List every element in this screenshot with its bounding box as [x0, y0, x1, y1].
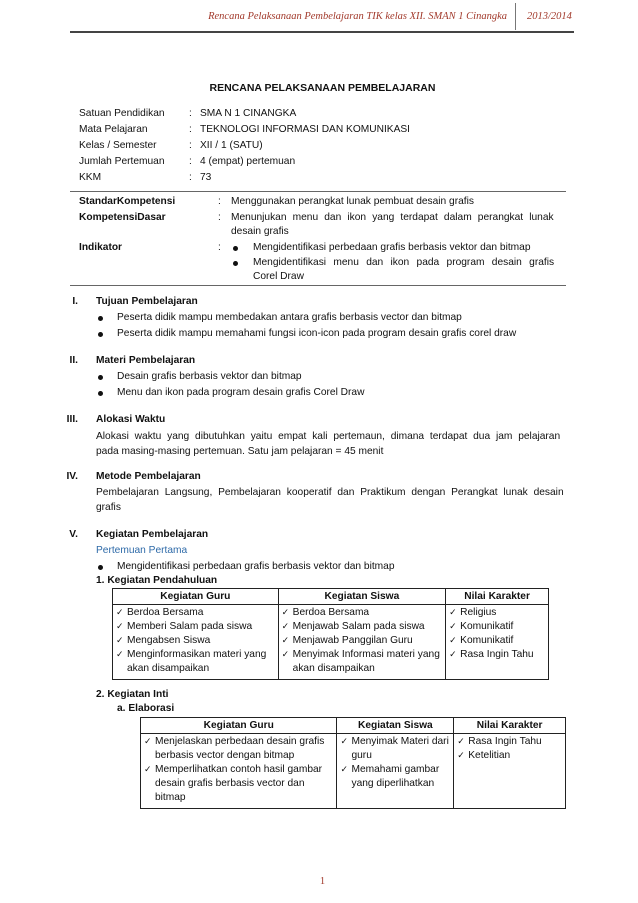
bullet-icon	[233, 261, 238, 266]
competence-top-rule	[70, 191, 566, 192]
column-header: Kegiatan Siswa	[337, 718, 454, 734]
check-item: ✓ Rasa Ingin Tahu	[449, 648, 546, 662]
bullet-icon	[98, 332, 103, 337]
meeting-item: Mengidentifikasi perbedaan grafis berbasis vektor dan bitmap	[117, 561, 395, 572]
table-row	[113, 605, 549, 680]
check-item: ✓ Berdoa Bersama	[282, 606, 444, 620]
info-value: TEKNOLOGI INFORMASI DAN KOMUNIKASI	[200, 124, 411, 135]
info-label: Mata Pelajaran	[79, 124, 148, 135]
section-body-cont: pada masing-masing pertemuan. Satu jam pelajaran = 45 menit	[96, 446, 384, 457]
section-number: I.	[72, 296, 78, 307]
table-pendahuluan	[112, 588, 549, 680]
check-item: ✓ Memperlihatkan contoh hasil gambar desain grafis berbasis vector dan bitmap	[144, 763, 334, 805]
section-title: Tujuan Pembelajaran	[96, 296, 198, 307]
check-item: ✓ Rasa Ingin Tahu	[457, 735, 563, 749]
list-item: Menu dan ikon pada program desain grafis Corel Draw	[117, 387, 365, 398]
section-title: Materi Pembelajaran	[96, 355, 196, 366]
list-item: Peserta didik mampu memahami fungsi icon-icon pada program desain grafis corel draw	[117, 328, 517, 339]
info-value: 4 (empat) pertemuan	[200, 156, 296, 167]
section-title: Metode Pembelajaran	[96, 471, 201, 482]
indicator-colon: :	[218, 242, 221, 253]
siswa-cell	[278, 605, 446, 680]
header-divider	[515, 3, 516, 30]
sk-colon: :	[218, 196, 221, 207]
check-item: ✓ Menginformasikan materi yang akan disampaikan	[116, 648, 276, 676]
section-body-cont: grafis	[96, 502, 121, 513]
bullet-icon	[98, 375, 103, 380]
section-body: Alokasi waktu yang dibutuhkan yaitu empat kali pertemaun, dimana terdapat dua jam pelajaran	[96, 431, 561, 442]
header-rule	[70, 31, 574, 33]
section-title: Alokasi Waktu	[96, 414, 166, 425]
section-number: IV.	[66, 471, 78, 482]
check-item: ✓ Mengabsen Siswa	[116, 634, 276, 648]
check-item: ✓ Memahami gambar yang diperlihatkan	[340, 763, 451, 791]
guru-cell	[141, 734, 337, 809]
section-body: Pembelajaran Langsung, Pembelajaran kooperatif dan Praktikum dengan Perangkat lunak desain	[96, 487, 564, 498]
list-item: Peserta didik mampu membedakan antara grafis berbasis vector dan bitmap	[117, 312, 462, 323]
column-header: Nilai Karakter	[446, 589, 549, 605]
info-colon: :	[189, 156, 192, 167]
kd-value-cont: desain grafis	[231, 226, 289, 237]
check-item: ✓ Komunikatif	[449, 634, 546, 648]
table-row	[141, 734, 566, 809]
sk-value: Menggunakan perangkat lunak pembuat desain grafis	[231, 196, 474, 207]
indicator-label: Indikator	[79, 242, 123, 253]
substep-heading: a. Elaborasi	[117, 703, 175, 714]
info-label: KKM	[79, 172, 102, 183]
page-number: 1	[319, 876, 326, 887]
indicator-item: Mengidentifikasi menu dan ikon pada program desain grafis	[253, 257, 555, 268]
check-item: ✓ Menjawab Salam pada siswa	[282, 620, 444, 634]
siswa-cell	[337, 734, 454, 809]
info-value: XII / 1 (SATU)	[200, 140, 263, 151]
nilai-cell	[454, 734, 566, 809]
kd-value: Menunjukan menu dan ikon yang terdapat dalam perangkat lunak	[231, 212, 554, 223]
info-value: 73	[200, 172, 212, 183]
check-item: ✓ Berdoa Bersama	[116, 606, 276, 620]
info-colon: :	[189, 140, 192, 151]
check-item: ✓ Menyimak Informasi materi yang akan disampaikan	[282, 648, 444, 676]
nilai-cell	[446, 605, 549, 680]
check-item: ✓ Religius	[449, 606, 546, 620]
list-item: Desain grafis berbasis vektor dan bitmap	[117, 371, 302, 382]
info-colon: :	[189, 124, 192, 135]
check-item: ✓ Menyimak Materi dari guru	[340, 735, 451, 763]
info-label: Kelas / Semester	[79, 140, 157, 151]
section-number: V.	[69, 529, 78, 540]
check-item: ✓ Memberi Salam pada siswa	[116, 620, 276, 634]
indicator-item-cont: Corel Draw	[253, 271, 304, 282]
step-heading: 2. Kegiatan Inti	[96, 689, 169, 700]
info-label: Jumlah Pertemuan	[79, 156, 165, 167]
header-title: Rencana Pelaksanaan Pembelajaran TIK kelas XII. SMAN 1 Cinangka	[208, 11, 507, 22]
check-item: ✓ Menjawab Panggilan Guru	[282, 634, 444, 648]
bullet-icon	[98, 316, 103, 321]
column-header: Kegiatan Guru	[141, 718, 337, 734]
column-header: Kegiatan Siswa	[278, 589, 446, 605]
section-number: II.	[69, 355, 78, 366]
section-title: Kegiatan Pembelajaran	[96, 529, 209, 540]
column-header: Kegiatan Guru	[113, 589, 279, 605]
bullet-icon	[233, 246, 238, 251]
bullet-icon	[98, 565, 103, 570]
info-colon: :	[189, 172, 192, 183]
section-number: III.	[66, 414, 78, 425]
info-value: SMA N 1 CINANGKA	[200, 108, 297, 119]
column-header: Nilai Karakter	[454, 718, 566, 734]
info-label: Satuan Pendidikan	[79, 108, 165, 119]
table-elaborasi	[140, 717, 566, 809]
sk-label: StandarKompetensi	[79, 196, 176, 207]
header-year: 2013/2014	[527, 11, 572, 22]
indicator-item: Mengidentifikasi perbedaan grafis berbasis vektor dan bitmap	[253, 242, 531, 253]
check-item: ✓ Menjelaskan perbedaan desain grafis berbasis vector dengan bitmap	[144, 735, 334, 763]
bullet-icon	[98, 391, 103, 396]
guru-cell	[113, 605, 279, 680]
check-item: ✓ Ketelitian	[457, 749, 563, 763]
competence-bottom-rule	[70, 285, 566, 286]
kd-label: KompetensiDasar	[79, 212, 166, 223]
info-colon: :	[189, 108, 192, 119]
step-heading: 1. Kegiatan Pendahuluan	[96, 575, 218, 586]
meeting-heading: Pertemuan Pertama	[96, 545, 188, 556]
check-item: ✓ Komunikatif	[449, 620, 546, 634]
kd-colon: :	[218, 212, 221, 223]
document-title: RENCANA PELAKSANAAN PEMBELAJARAN	[209, 82, 436, 94]
